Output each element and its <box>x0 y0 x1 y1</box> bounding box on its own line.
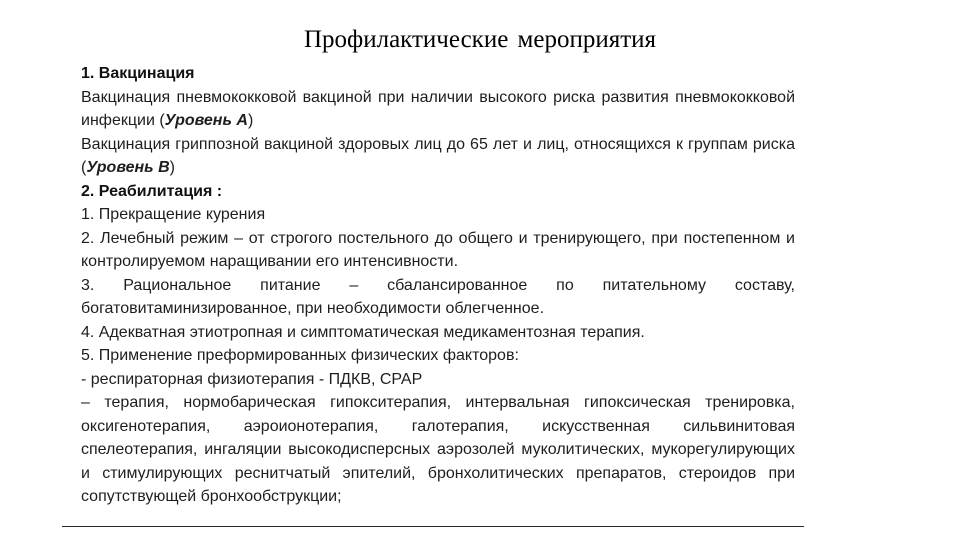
evidence-level-b: Уровень B <box>86 159 170 176</box>
rehab-item-nutrition: 3. Рациональное питание – сбалансированное по питательному составу, богатовитаминизированное, при необходимости облегченное. <box>81 276 795 317</box>
vaccination-item-influenza-text: Вакцинация гриппозной вакциной здоровых лиц до 65 лет и лиц, относящихся к группам риска ( <box>81 135 795 176</box>
rehab-item-physical-factors: 5. Применение преформированных физических факторов: <box>81 347 519 364</box>
rehab-item-regimen: 2. Лечебный режим – от строгого постельного до общего и тренирующего, при постепенном и контролируемом наращивании его интенсивности. <box>81 229 795 270</box>
rehab-item-smoking: 1. Прекращение курения <box>81 206 266 223</box>
vaccination-item-pneumococcal-end: ) <box>247 112 254 129</box>
section-heading-vaccination: 1. Вакцинация <box>81 65 195 82</box>
rehab-item-respiratory-physio: - респираторная физиотерапия - ПДКВ, CPAP <box>81 370 423 388</box>
slide-title: Профилактические мероприятия <box>303 26 657 53</box>
vaccination-item-pneumococcal <box>81 86 795 133</box>
rehab-item-therapy-list: – терапия, нормобарическая гипокситерапия, интервальная гипоксическая тренировка, оксигенотерапия, аэроионотерапия, галотерапия, искусственная сильвинитовая спелеотерапия, ингаляции высокодисперсных аэрозолей муколитических, мукорегулирующих и стимулирующих реснитчатый эпителий, бронхолитических препаратов, стероидов при сопутствующей бронхообструкции; <box>81 394 795 505</box>
footer-divider <box>62 526 804 527</box>
document-body <box>81 62 795 509</box>
rehab-item-therapy: 4. Адекватная этиотропная и симптоматическая медикаментозная терапия. <box>81 323 645 341</box>
vaccination-item-pneumococcal-text: Вакцинация пневмококковой вакциной при наличии высокого риска развития пневмококковой инфекции ( <box>81 88 795 129</box>
section-heading-rehabilitation: 2. Реабилитация : <box>81 182 223 200</box>
vaccination-item-influenza <box>81 133 795 180</box>
evidence-level-a: Уровень A <box>164 112 248 129</box>
vaccination-item-influenza-end: ) <box>169 159 175 176</box>
